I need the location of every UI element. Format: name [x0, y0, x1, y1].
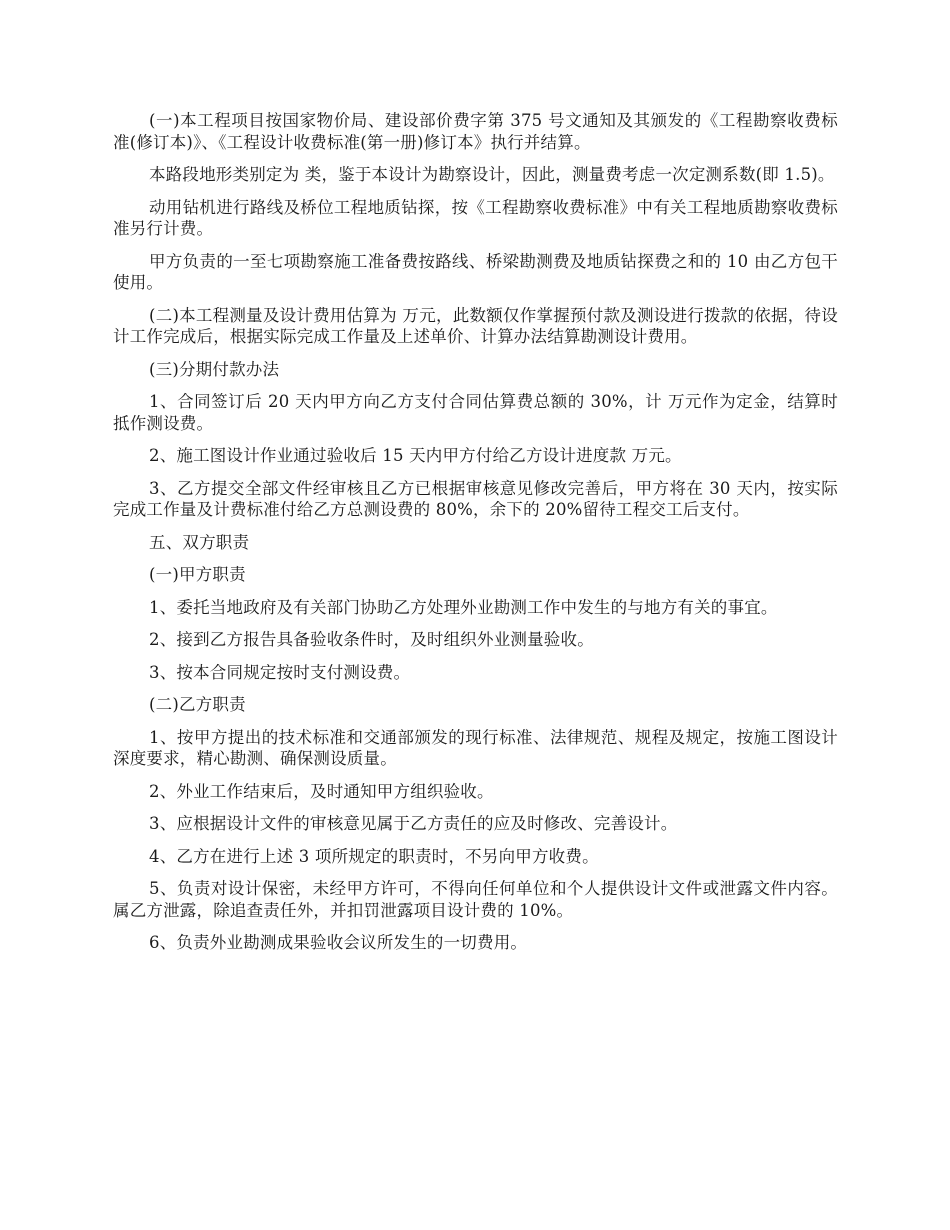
paragraph-party-a-duty-3: 3、按本合同规定按时支付测设费。: [149, 662, 411, 682]
paragraph-installment-heading: (三)分期付款办法: [149, 359, 280, 379]
paragraph-installment-2: 2、施工图设计作业通过验收后 15 天内甲方付给乙方设计进度款 万元。: [149, 446, 682, 465]
paragraph-fee-standard: (一)本工程项目按国家物价局、建设部价费字第 375 号文通知及其颁发的《工程勘察收费标准(修订本)》、《工程设计收费标准(第一册)修订本》执行并结算。: [113, 111, 838, 152]
paragraph-party-b-duty-4: 4、乙方在进行上述 3 项所规定的职责时，不另向甲方收费。: [149, 846, 599, 866]
paragraph-party-a-duty-1: 1、委托当地政府及有关部门协助乙方处理外业勘测工作中发生的与地方有关的事宜。: [149, 597, 778, 617]
paragraph-party-a-duty-2: 2、接到乙方报告具备验收条件时，及时组织外业测量验收。: [149, 630, 594, 649]
paragraph-party-b-duty-6: 6、负责外业勘测成果验收会议所发生的一切费用。: [149, 933, 528, 952]
paragraph-party-b-duty-5: 5、负责对设计保密，未经甲方许可，不得向任何单位和个人提供设计文件或泄露文件内容。属乙方泄露，除追查责任外，并扣罚泄露项目设计费的 10%。: [113, 879, 838, 920]
paragraph-installment-1: 1、合同签订后 20 天内甲方向乙方支付合同估算费总额的 30%，计 万元作为定金，结算时抵作测设费。: [113, 392, 838, 433]
paragraph-terrain-class: 本路段地形类别定为 类，鉴于本设计为勘察设计，因此，测量费考虑一次定测系数(即 1.5)。: [149, 165, 835, 184]
paragraph-party-b-duty-1: 1、按甲方提出的技术标准和交通部颁发的现行标准、法律规范、规程及规定，按施工图设计深度要求，精心勘测、确保测设质量。: [113, 727, 838, 768]
paragraph-cost-estimate: (二)本工程测量及设计费用估算为 万元，此数额仅作掌握预付款及测设进行拨款的依据，待设计工作完成后，根据实际完成工作量及上述单价、计算办法结算勘测设计费用。: [113, 305, 838, 346]
paragraph-drilling: 动用钻机进行路线及桥位工程地质钻探，按《工程勘察收费标准》中有关工程地质勘察收费标准另行计费。: [113, 197, 838, 238]
paragraph-preparation-fee: 甲方负责的一至七项勘察施工准备费按路线、桥梁勘测费及地质钻探费之和的 10 由乙方包干使用。: [113, 251, 838, 292]
section-heading-duties: 五、双方职责: [149, 532, 250, 552]
paragraph-installment-3: 3、乙方提交全部文件经审核且乙方已根据审核意见修改完善后，甲方将在 30 天内，按实际完成工作量及计费标准付给乙方总测设费的 80%，余下的 20%留待工程交工后支付。: [113, 478, 838, 519]
document-page: [113, 110, 838, 965]
subheading-party-b-duties: (二)乙方职责: [149, 695, 246, 714]
subheading-party-a-duties: (一)甲方职责: [149, 565, 246, 584]
paragraph-party-b-duty-3: 3、应根据设计文件的审核意见属于乙方责任的应及时修改、完善设计。: [149, 814, 678, 833]
paragraph-party-b-duty-2: 2、外业工作结束后，及时通知甲方组织验收。: [149, 781, 494, 801]
